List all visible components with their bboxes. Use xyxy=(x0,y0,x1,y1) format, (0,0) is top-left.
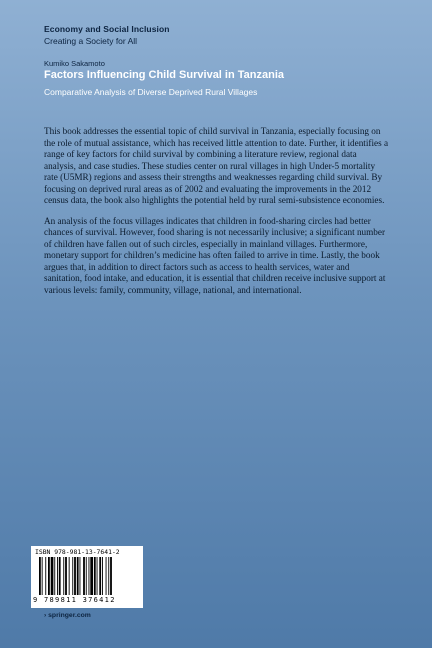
book-subtitle: Comparative Analysis of Diverse Deprived Rural Villages xyxy=(44,87,258,97)
series-title: Economy and Social Inclusion xyxy=(44,24,170,34)
barcode-bar xyxy=(59,557,61,595)
barcode-bar xyxy=(89,557,90,595)
barcode-bar xyxy=(106,557,107,595)
barcode-bar xyxy=(94,557,96,595)
barcode-bar xyxy=(51,557,54,595)
blurb-paragraph-2: An analysis of the focus villages indicates that children in food-sharing circles had better chances of survival. However, food sharing is not necessarily inclusive; a significant number of children have fallen out of such circles, especially in mainland villages. Furthermore, monetary support for children’s medicine has often failed to arrive in time. Lastly, the book argues that, in addition to direct factors such as access to health services, water and sanitation, food intake, and education, it is essential that children receive inclusive support at various levels: family, community, village, national, and international. xyxy=(44,215,386,295)
barcode-bar xyxy=(74,557,76,595)
publisher-url: springer.com xyxy=(48,612,91,619)
barcode-bar xyxy=(97,557,98,595)
barcode-bar xyxy=(77,557,79,595)
barcode-bar xyxy=(39,557,41,595)
barcode-bar xyxy=(48,557,50,595)
series-subtitle: Creating a Society for All xyxy=(44,36,138,46)
back-cover-blurb xyxy=(44,126,389,305)
barcode-bar xyxy=(83,557,85,595)
barcode-bar xyxy=(69,557,70,595)
barcode-bar xyxy=(102,557,103,595)
barcode-digits: 9 789811 376412 xyxy=(33,596,116,604)
barcode-bar xyxy=(63,557,64,595)
barcode-bar xyxy=(86,557,87,595)
barcode-bar xyxy=(99,557,101,595)
barcode-bar xyxy=(57,557,58,595)
barcode-bar xyxy=(80,557,81,595)
series-info xyxy=(44,24,170,46)
barcode-bar xyxy=(108,557,109,595)
book-title: Factors Influencing Child Survival in Tanzania xyxy=(44,69,285,81)
isbn-barcode xyxy=(31,546,143,608)
barcode-bar xyxy=(72,557,73,595)
blurb-paragraph-1: This book addresses the essential topic of child survival in Tanzania, especially focusing on the role of mutual assistance, which has received little attention to date. Further, it identifies a range of key factors for child survival by combining a literature review, regional data analysis, and case studies. These studies center on rural villages in high Under-5 mortality rate (U5MR) regions and assess their strengths and weaknesses regarding child survival. By focusing on deprived rural areas as of 2002 and evaluating the improvements in the 2012 census data, the book also highlights the potential held by rural semi-subsistence economies. xyxy=(44,126,389,205)
publisher-link[interactable] xyxy=(44,612,91,619)
barcode-bar xyxy=(110,557,112,595)
barcode-bars xyxy=(39,557,135,595)
barcode-bar xyxy=(65,557,67,595)
barcode-bar xyxy=(54,557,55,595)
barcode-bar xyxy=(90,557,93,595)
isbn-number: ISBN 978-981-13-7641-2 xyxy=(35,548,120,556)
barcode-bar xyxy=(42,557,43,595)
barcode-bar xyxy=(45,557,46,595)
chevron-right-icon: › xyxy=(44,612,47,619)
author-name: Kumiko Sakamoto xyxy=(44,59,105,68)
